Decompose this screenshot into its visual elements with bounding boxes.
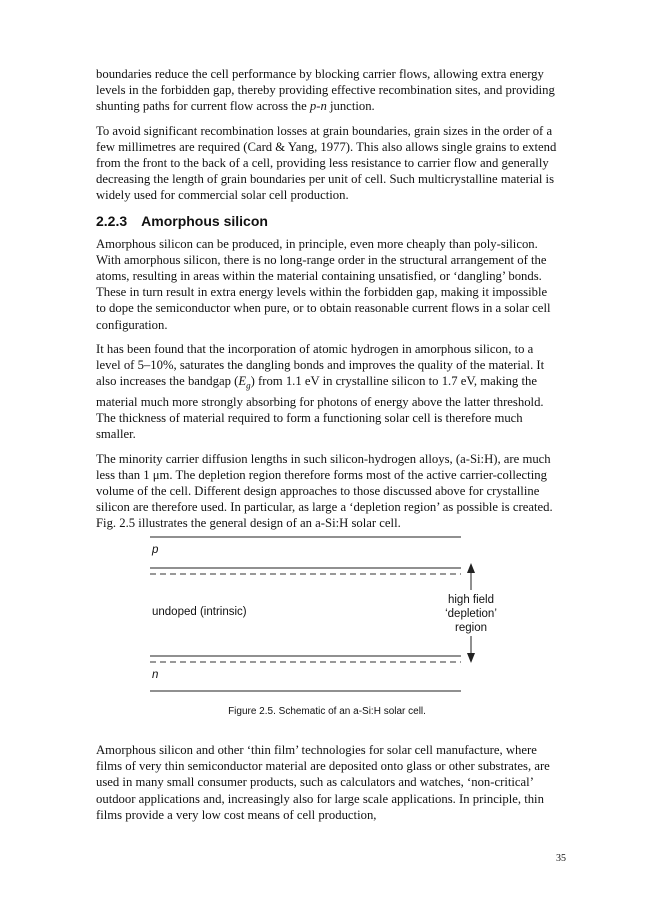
main-text-column <box>96 66 558 540</box>
depletion-region-label <box>426 593 516 635</box>
paragraph-thin-film: Amorphous silicon and other ‘thin film’ technologies for solar cell manufacture, where films of very thin semiconductor material are deposited onto glass or other substrates, are used in many small consumer products, such as calculators and watches, ‘non-critical’ outdoor applications and, increasingly also for large scale applications. In principle, thin films provide a very low cost means of cell production, <box>96 743 550 822</box>
paragraph-grain-boundaries <box>96 66 558 115</box>
pn-italic: p-n <box>309 99 327 114</box>
paragraph-diffusion: The minority carrier diffusion lengths in such silicon-hydrogen alloys, (a-Si:H), are much less than 1 μm. The depletion region therefore forms most of the active carrier-collecting volume of the cell. Different design approaches to those discussed above for crystalline silicon are therefore used. In particular, as large a ‘depletion region’ as possible is created. Fig. 2.5 illustrates the general design of an a-Si:H solar cell. <box>96 451 553 531</box>
paragraph-grain-sizes: To avoid significant recombination losses at grain boundaries, grain sizes in the order of a few millimetres are required (Card & Yang, 1977). This also allows single grains to extend from the front to the back of a cell, providing less resistance to carrier flow and generally decreasing the length of grain boundaries per unit of cell. Such multicrystalline material is widely used for commercial solar cell production. <box>96 123 557 203</box>
section-heading <box>96 212 558 230</box>
closing-paragraph-wrapper <box>96 742 558 831</box>
label-n: n <box>152 669 159 681</box>
label-p: p <box>152 544 159 556</box>
paragraph-amorphous-intro: Amorphous silicon can be produced, in principle, even more cheaply than poly-silicon. With amorphous silicon, there is no long-range order in the structural arrangement of the atoms, resulting in areas within the material containing unsatisfied, or ‘dangling’ bonds. These in turn result in extra energy levels within the forbidden gap, making it impossible to dope the semiconductor when pure, or to obtain reasonable current flows in a solar cell configuration. <box>96 236 551 332</box>
label-intrinsic: undoped (intrinsic) <box>152 606 247 618</box>
paragraph-text: ) from 1.1 eV in crystalline silicon to 1.7 eV, making the material much more strongly absorbing for photons of energy above the latter threshold. The thickness of material required to form a functioning solar cell is therefore much smaller. <box>96 374 544 442</box>
paragraph-text: It has been found that the incorporation of atomic hydrogen in amorphous silicon, to a level of 5–10%, saturates the dangling bonds and improves the quality of the material. It also increases the bandgap ( <box>96 341 545 389</box>
figure-2-5 <box>96 528 558 728</box>
depletion-label-line: high field <box>447 594 495 606</box>
depletion-label-line: ‘depletion’ <box>445 608 497 620</box>
paragraph-text: junction. <box>326 99 375 114</box>
arrow-up-icon <box>467 563 475 573</box>
depletion-label-line: region <box>455 622 487 634</box>
bandgap-symbol: E <box>238 374 247 389</box>
section-number: 2.2.3 <box>96 212 128 229</box>
page-number: 35 <box>556 853 566 864</box>
paragraph-hydrogen <box>96 341 558 443</box>
arrow-down-icon <box>467 653 475 663</box>
paragraph-text: boundaries reduce the cell performance by blocking carrier flows, allowing extra energy levels in the forbidden gap, thereby providing effective recombination sites, and providing shunting paths for current flow across the <box>96 67 555 114</box>
bandgap-subscript: g <box>246 380 251 391</box>
section-title: Amorphous silicon <box>141 212 268 229</box>
figure-caption: Figure 2.5. Schematic of an a-Si:H solar cell. <box>228 706 426 717</box>
